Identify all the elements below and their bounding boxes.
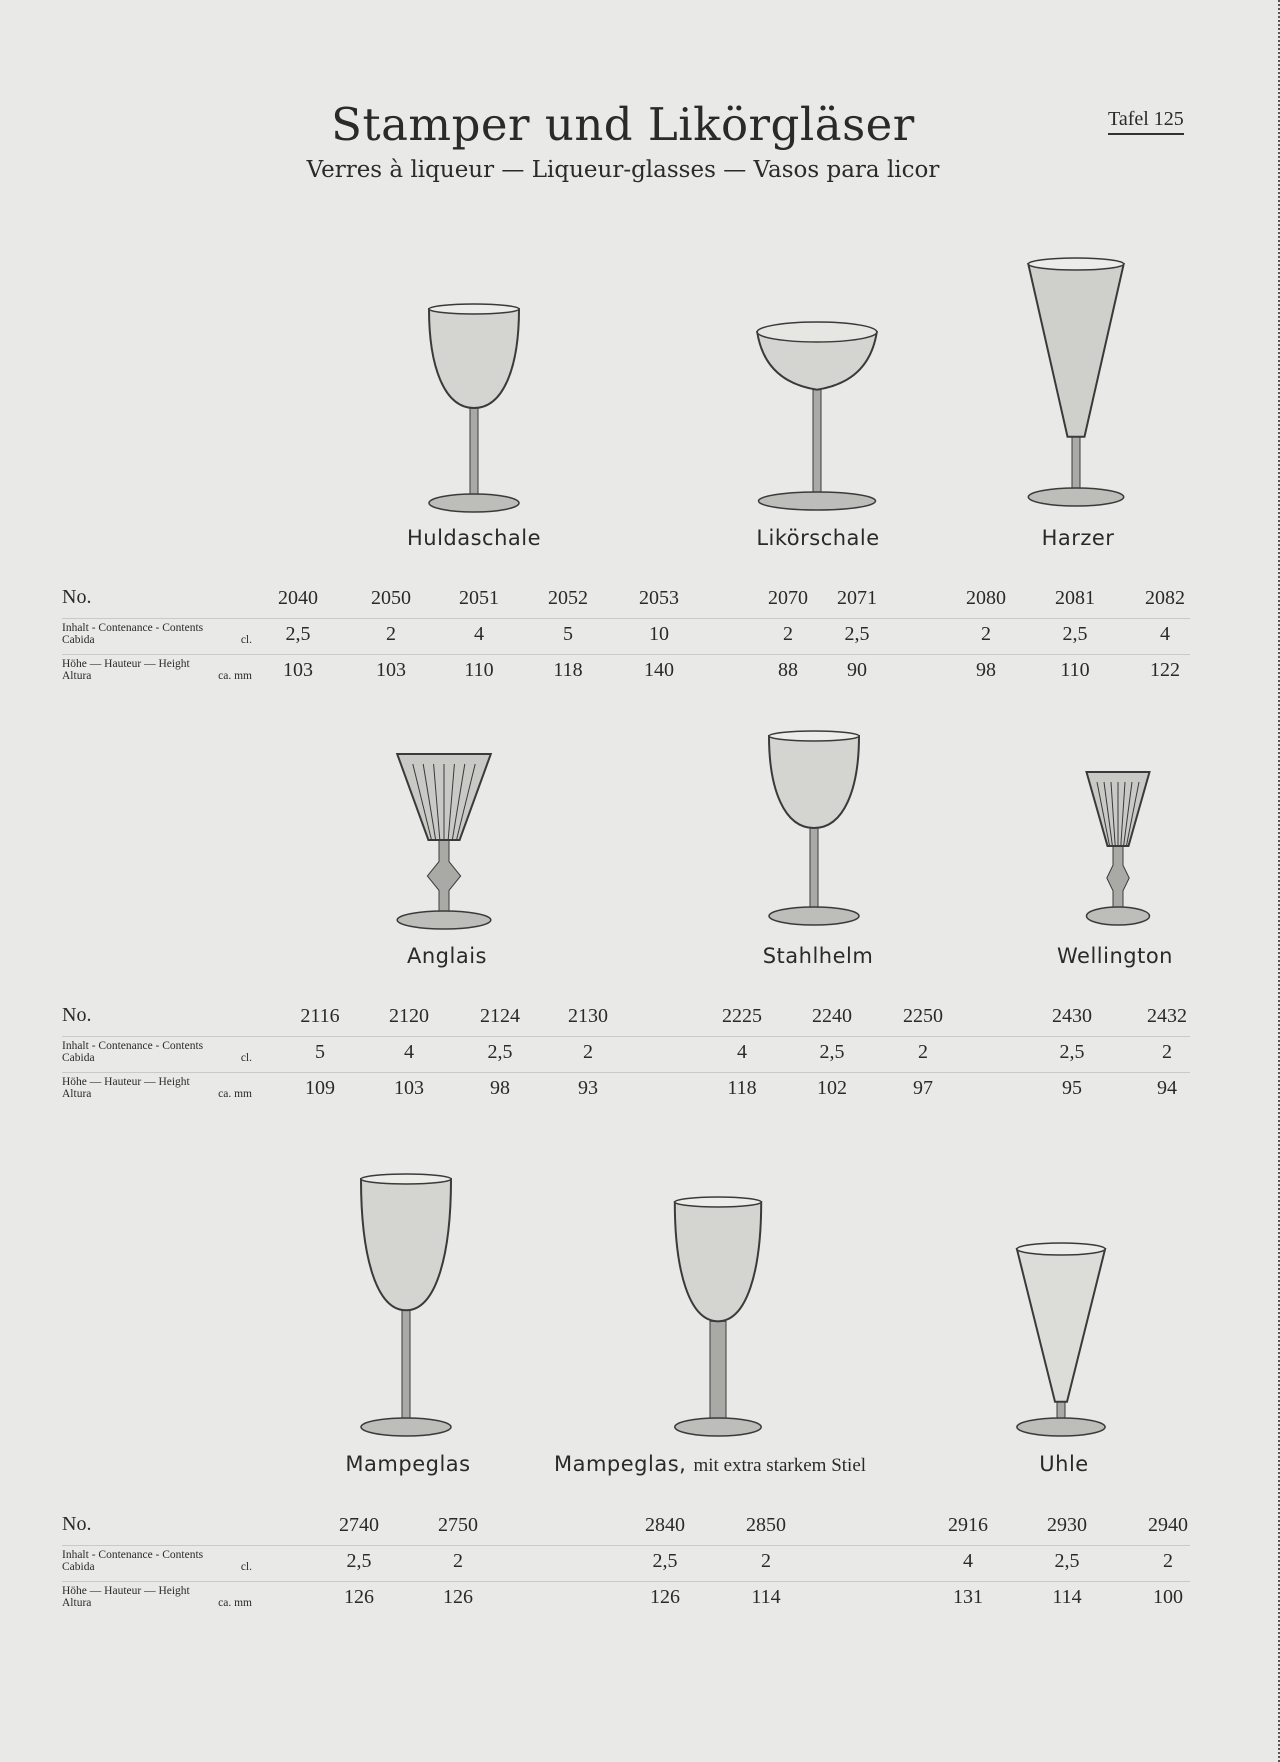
table-cell: 2120 [389,1005,429,1027]
label-line: Höhe — Hauteur — Height [62,1585,190,1597]
table-cell: 4 [963,1550,973,1572]
table-cell: 2430 [1052,1005,1092,1027]
page-title: Stamper und Likörgläser [331,98,915,151]
table-cell: 2,5 [1054,1550,1080,1572]
label-line: Inhalt - Contenance - Contents [62,1040,204,1052]
label-line: Cabida [62,1561,95,1573]
table-cell: 2 [1162,1041,1172,1063]
label-unit: ca. mm [218,670,252,682]
table-cell: 126 [443,1586,473,1608]
table-cell: 2930 [1047,1514,1087,1536]
label-line: Inhalt - Contenance - Contents [62,1549,204,1561]
table-cell: 100 [1153,1586,1183,1608]
table-cell: 95 [1062,1077,1082,1099]
table-cell: 109 [305,1077,335,1099]
glass-name-anglais: Anglais [407,944,487,968]
table-cell: 2070 [768,587,808,609]
glass-illustration-stahlhelm [764,730,864,926]
label-line: Inhalt - Contenance - Contents [62,622,204,634]
table-cell: 2240 [812,1005,852,1027]
table-cell: 2050 [371,587,411,609]
glass-name-huldaschale: Huldaschale [406,526,542,550]
table-cell: 2082 [1145,587,1185,609]
row-label-height [62,1076,252,1100]
table-cell: 2,5 [346,1550,372,1572]
table-cell: 2225 [722,1005,762,1027]
table-cell: 2250 [903,1005,943,1027]
label-unit: ca. mm [218,1088,252,1100]
table-cell: 110 [464,659,494,681]
contents-row [62,1036,1190,1073]
glass-illustration-uhle [1012,1241,1110,1437]
table-cell: 2 [583,1041,593,1063]
table-cell: 5 [315,1041,325,1063]
row-label-no: No. [62,1004,92,1026]
number-row [62,1000,1190,1037]
table-cell: 2,5 [487,1041,513,1063]
table-cell: 2 [918,1041,928,1063]
number-row [62,1509,1190,1546]
table-cell: 2052 [548,587,588,609]
label-line: Cabida [62,634,95,646]
table-cell: 10 [649,623,669,645]
label-unit: cl. [240,634,252,646]
table-cell: 2940 [1148,1514,1188,1536]
label-line: Cabida [62,1052,95,1064]
glass-illustration-mampeglas [356,1173,456,1437]
table-cell: 2,5 [844,623,870,645]
table-cell: 2053 [639,587,679,609]
table-cell: 98 [490,1077,510,1099]
table-cell: 98 [976,659,996,681]
glass-illustration-mampeglas-strong-stem [670,1196,766,1437]
glass-illustration-harzer [1023,256,1129,507]
label-line: Höhe — Hauteur — Height [62,658,190,670]
row-label-height [62,658,252,682]
table-cell: 131 [953,1586,983,1608]
label-line: Altura [62,670,92,682]
height-row [62,1072,1190,1108]
glass-illustration-anglais [392,750,496,930]
glass-name-uhle: Uhle [1039,1452,1089,1476]
table-cell: 93 [578,1077,598,1099]
table-cell: 94 [1157,1077,1177,1099]
table-cell: 90 [847,659,867,681]
table-cell: 2740 [339,1514,379,1536]
table-cell: 114 [1052,1586,1082,1608]
plate-number: Tafel 125 [1108,108,1184,135]
table-cell: 122 [1150,659,1180,681]
table-cell: 2071 [837,587,877,609]
table-cell: 2 [1163,1550,1173,1572]
table-cell: 2840 [645,1514,685,1536]
table-cell: 2850 [746,1514,786,1536]
table-cell: 2051 [459,587,499,609]
table-cell: 118 [727,1077,757,1099]
table-cell: 2 [453,1550,463,1572]
glass-illustration-huldaschale [424,303,524,513]
table-cell: 2,5 [1062,623,1088,645]
label-line: Altura [62,1088,92,1100]
row-label-no: No. [62,586,92,608]
table-cell: 2 [761,1550,771,1572]
table-cell: 5 [563,623,573,645]
label-unit: cl. [240,1052,252,1064]
table-cell: 103 [376,659,406,681]
number-row [62,582,1190,619]
label-line: Höhe — Hauteur — Height [62,1076,190,1088]
label-unit: ca. mm [218,1597,252,1609]
table-cell: 2116 [300,1005,340,1027]
contents-row [62,618,1190,655]
glass-name-wellington: Wellington [1057,944,1173,968]
table-cell: 4 [404,1041,414,1063]
glass-name-mampeglas-strong-stem [554,1452,866,1477]
height-row [62,1581,1190,1617]
glass-name-stahlhelm: Stahlhelm [762,944,874,968]
table-cell: 2130 [568,1005,608,1027]
glass-name: Mampeglas, [553,1452,687,1476]
table-cell: 2432 [1147,1005,1187,1027]
table-cell: 2080 [966,587,1006,609]
table-cell: 110 [1060,659,1090,681]
table-cell: 2040 [278,587,318,609]
table-cell: 2 [783,623,793,645]
row-label-no: No. [62,1513,92,1535]
table-cell: 2750 [438,1514,478,1536]
table-cell: 103 [283,659,313,681]
table-cell: 2,5 [652,1550,678,1572]
table-cell: 2,5 [1059,1041,1085,1063]
label-line: Altura [62,1597,92,1609]
table-cell: 126 [650,1586,680,1608]
table-cell: 97 [913,1077,933,1099]
glass-illustration-likoerschale [752,318,882,511]
table-cell: 4 [1160,623,1170,645]
glass-name-harzer: Harzer [1041,526,1115,550]
glass-name-likoerschale: Likörschale [756,526,880,550]
table-cell: 2916 [948,1514,988,1536]
table-cell: 88 [778,659,798,681]
row-label-height [62,1585,252,1609]
height-row [62,654,1190,690]
page-subtitle: Verres à liqueur — Liqueur-glasses — Vasos para licor [306,157,940,183]
table-cell: 140 [644,659,674,681]
table-cell: 2 [981,623,991,645]
table-cell: 2,5 [285,623,311,645]
glass-name-mampeglas: Mampeglas [345,1452,471,1476]
glass-illustration-wellington [1083,766,1153,926]
table-cell: 102 [817,1077,847,1099]
row-label-contents [62,1549,252,1573]
page-edge-perforation [1275,0,1280,1762]
table-cell: 2081 [1055,587,1095,609]
table-cell: 4 [737,1041,747,1063]
table-cell: 114 [751,1586,781,1608]
table-cell: 103 [394,1077,424,1099]
table-cell: 4 [474,623,484,645]
row-label-contents [62,622,252,646]
table-cell: 2124 [480,1005,520,1027]
table-cell: 126 [344,1586,374,1608]
label-unit: cl. [240,1561,252,1573]
table-cell: 2 [386,623,396,645]
contents-row [62,1545,1190,1582]
row-label-contents [62,1040,252,1064]
table-cell: 118 [553,659,583,681]
glass-name-note: mit extra starkem Stiel [693,1455,867,1476]
table-cell: 2,5 [819,1041,845,1063]
